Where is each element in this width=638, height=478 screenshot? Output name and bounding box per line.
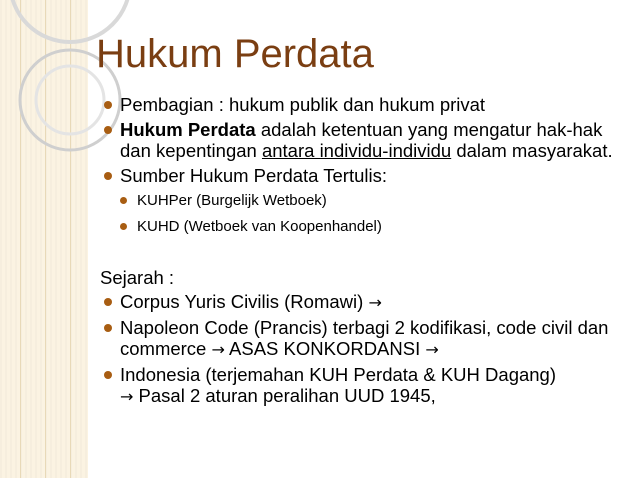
bullet-item (104, 317, 616, 360)
text-span: ASAS KONKORDANSI (224, 338, 426, 359)
text-span: Indonesia (terjemahan KUH Perdata & KUH Dagang) (120, 364, 557, 385)
slide-title: Hukum Perdata (96, 32, 374, 76)
slide-content (100, 94, 616, 407)
bullet-item (104, 165, 616, 186)
sub-bullet-item (104, 218, 616, 236)
bullet-item (104, 119, 616, 161)
text-span: Corpus Yuris Civilis (Romawi) (120, 291, 369, 312)
bullet-text (120, 364, 616, 407)
bullet-text: KUHPer (Burgelijk Wetboek) (137, 192, 327, 209)
text-span: Pasal 2 aturan peralihan UUD 1945, (133, 385, 436, 406)
text-span: dalam masyarakat. (451, 140, 613, 161)
sejarah-label: Sejarah : (100, 267, 175, 288)
bullet-dot (104, 371, 112, 379)
bullet-item (104, 291, 616, 313)
bullet-text (120, 291, 616, 313)
bullet-dot (104, 126, 112, 134)
arrow-icon: → (211, 340, 225, 359)
bullet-dot (104, 172, 112, 180)
bullet-text: Sumber Hukum Perdata Tertulis: (120, 165, 387, 186)
sub-bullet-item (104, 192, 616, 210)
decor-circle-inner (36, 66, 104, 134)
bullet-dot (120, 223, 127, 230)
arrow-icon: → (120, 387, 134, 406)
bullet-dot (104, 101, 112, 109)
bullet-item (104, 94, 616, 115)
text-span: adalah ketentuan yang mengatur hak-hak dan kepentingan (120, 119, 603, 161)
text-span: Napoleon Code (Prancis) terbagi 2 kodifikasi, code civil dan commerce (120, 317, 609, 359)
bullet-text: Pembagian : hukum publik dan hukum privat (120, 94, 486, 115)
bullet-dot (120, 197, 127, 204)
arrow-icon: → (425, 340, 439, 359)
bullet-text (120, 317, 616, 360)
bullet-dot (104, 324, 112, 332)
bold-term: Hukum Perdata (120, 119, 256, 140)
bullet-text (120, 119, 616, 161)
underlined-text: antara individu-individu (261, 140, 452, 161)
bullet-dot (104, 298, 112, 306)
arrow-icon: → (368, 293, 382, 312)
bullet-text: KUHD (Wetboek van Koopenhandel) (137, 218, 382, 235)
bullet-item (104, 364, 616, 407)
